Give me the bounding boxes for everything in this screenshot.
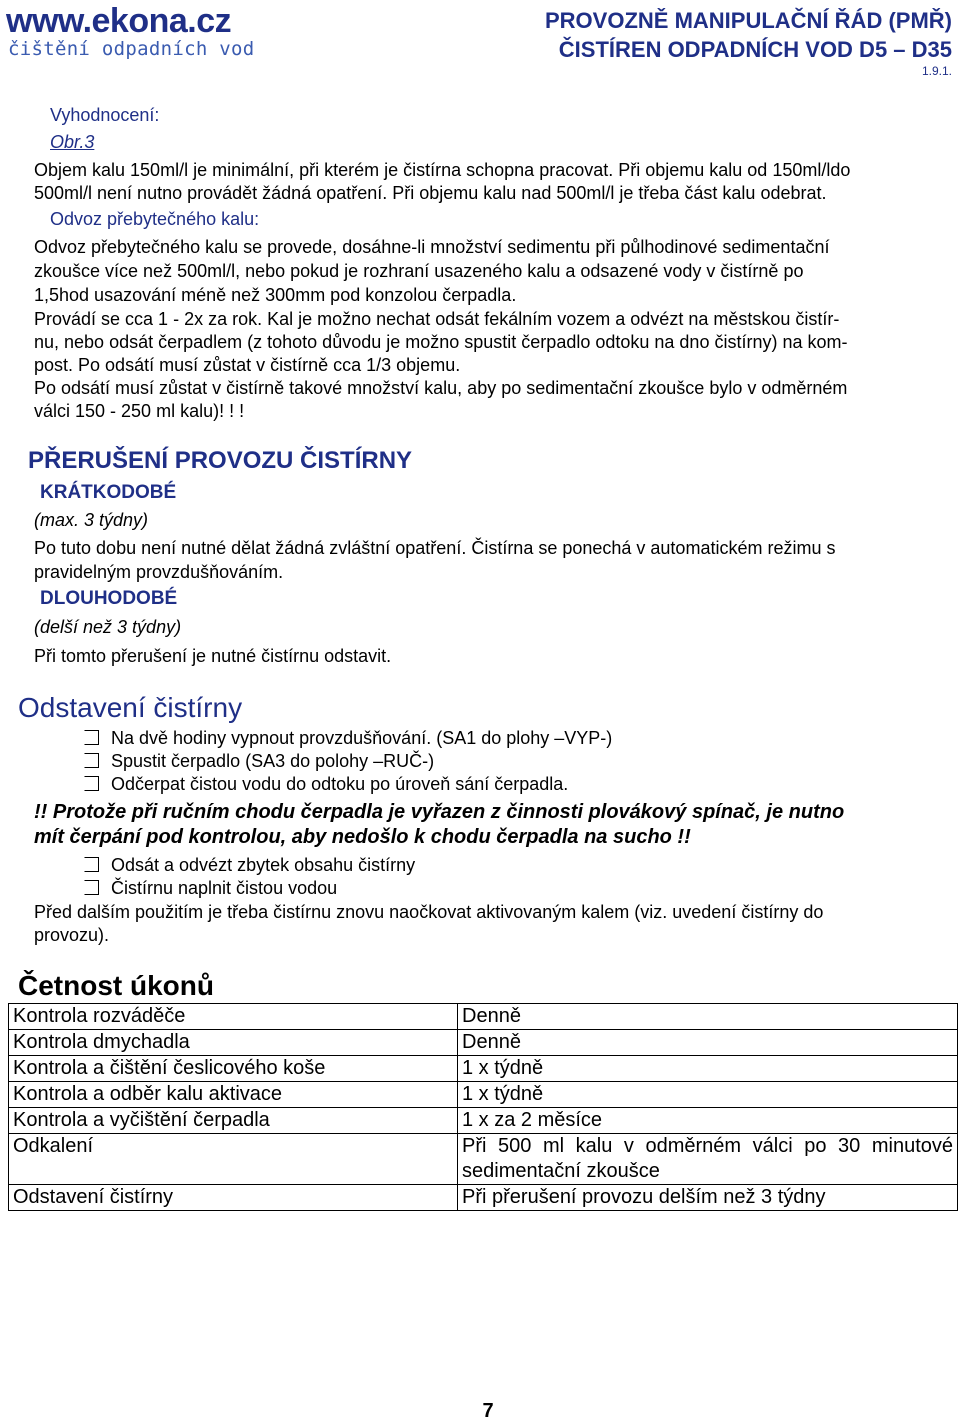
long-term-note: (delší než 3 týdny) — [34, 617, 182, 637]
header-title-1: PROVOZNĚ MANIPULAČNÍ ŘÁD (PMŘ) — [545, 8, 952, 33]
short-term-line-1: Po tuto dobu není nutné dělat žádná zvláštní opatření. Čistírna se ponechá v automatickém režimu s — [34, 538, 836, 558]
task-cell: Odkalení — [9, 1134, 458, 1185]
warning-line-1: !! Protože při ručním chodu čerpadla je vyřazen z činnosti plovákový spínač, je nutno — [34, 801, 845, 823]
evaluation-heading: Vyhodnocení: — [50, 105, 160, 125]
table-row — [9, 1108, 958, 1134]
document-header — [545, 6, 952, 78]
sludge-p3-line-2: válci 150 - 250 ml kalu)! ! ! — [34, 401, 245, 421]
page-number: 7 — [482, 1400, 494, 1422]
frequency-cell: Denně — [458, 1030, 958, 1056]
table-row — [9, 1004, 958, 1030]
sludge-p2-line-3: post. Po odsátí musí zůstat v čistírně cca 1/3 objemu. — [34, 355, 461, 375]
shutdown-step: Odčerpat čistou vodu do odtoku po úroveň sání čerpadla. — [84, 773, 568, 796]
warning-line-2: mít čerpání pod kontrolou, aby nedošlo k chodu čerpadla na sucho !! — [34, 826, 691, 848]
header-title-2: ČISTÍREN ODPADNÍCH VOD D5 – D35 — [558, 37, 952, 62]
shutdown-step: Na dvě hodiny vypnout provzdušňování. (SA1 do plohy –VYP-) — [84, 727, 612, 750]
shutdown-step: Odsát a odvézt zbytek obsahu čistírny — [84, 854, 415, 877]
shutdown-step: Spustit čerpadlo (SA3 do polohy –RUČ-) — [84, 750, 434, 773]
short-term-line-2: pravidelným provzdušňováním. — [34, 562, 284, 582]
header-version: 1.9.1. — [921, 64, 952, 78]
checkbox-icon — [84, 776, 99, 791]
table-row — [9, 1185, 958, 1211]
logo-url: www.ekona.cz — [6, 2, 232, 40]
shutdown-final-line-2: provozu). — [34, 925, 110, 945]
short-term-note: (max. 3 týdny) — [34, 510, 149, 530]
frequency-cell: 1 x týdně — [458, 1056, 958, 1082]
frequency-cell: Při 500 ml kalu v odměrném válci po 30 minutové sedimentační zkoušce — [458, 1134, 958, 1185]
checkbox-icon — [84, 857, 99, 872]
table-row — [9, 1030, 958, 1056]
frequency-cell: Při přerušení provozu delším než 3 týdny — [458, 1185, 958, 1211]
frequency-cell: 1 x za 2 měsíce — [458, 1108, 958, 1134]
sludge-p2-line-1: Provádí se cca 1 - 2x za rok. Kal je možno nechat odsát fekálním vozem a odvézt na městskou čistír- — [34, 309, 840, 329]
sludge-p3-line-1: Po odsátí musí zůstat v čistírně takové množství kalu, aby po sedimentační zkoušce bylo v odměrném — [34, 378, 848, 398]
long-term-heading: DLOUHODOBÉ — [40, 588, 178, 609]
frequency-table — [8, 1003, 958, 1211]
figure-reference: Obr.3 — [50, 132, 95, 152]
checkbox-icon — [84, 730, 99, 745]
task-cell: Kontrola rozváděče — [9, 1004, 458, 1030]
checkbox-icon — [84, 880, 99, 895]
shutdown-final-line-1: Před dalším použitím je třeba čistírnu znovu naočkovat aktivovaným kalem (viz. uvedení čistírny do — [34, 902, 824, 922]
company-logo — [6, 4, 276, 60]
short-term-heading: KRÁTKODOBÉ — [40, 482, 177, 503]
sludge-p2-line-2: nu, nebo odsát čerpadlem (z tohoto důvodu je možno spustit čerpadlo odtoku na dno čistírny) na kom- — [34, 332, 848, 352]
checkbox-icon — [84, 753, 99, 768]
sludge-p1-line-3: 1,5hod usazování méně než 300mm pod konzolou čerpadla. — [34, 285, 517, 305]
sludge-p1-line-1: Odvoz přebytečného kalu se provede, dosáhne-li množství sedimentu při půlhodinové sedimentační — [34, 237, 830, 257]
frequency-cell: 1 x týdně — [458, 1082, 958, 1108]
shutdown-heading: Odstavení čistírny — [18, 692, 243, 723]
frequency-heading: Četnost úkonů — [18, 970, 214, 1001]
sludge-p1-line-2: zkoušce více než 500ml/l, nebo pokud je rozhraní usazeného kalu a odsazené vody v čistírně po — [34, 261, 804, 281]
evaluation-line-2: 500ml/l není nutno provádět žádná opatření. Při objemu kalu nad 500ml/l je třeba část kalu odebrat. — [34, 183, 827, 203]
interruption-heading: PŘERUŠENÍ PROVOZU ČISTÍRNY — [28, 447, 413, 474]
frequency-cell: Denně — [458, 1004, 958, 1030]
task-cell: Kontrola dmychadla — [9, 1030, 458, 1056]
sludge-removal-heading: Odvoz přebytečného kalu: — [50, 209, 260, 229]
long-term-text: Při tomto přerušení je nutné čistírnu odstavit. — [34, 646, 392, 666]
table-row — [9, 1056, 958, 1082]
logo-subtitle: čištění odpadních vod — [8, 38, 255, 60]
task-cell: Kontrola a odběr kalu aktivace — [9, 1082, 458, 1108]
task-cell: Kontrola a čištění česlicového koše — [9, 1056, 458, 1082]
task-cell: Kontrola a vyčištění čerpadla — [9, 1108, 458, 1134]
table-row — [9, 1082, 958, 1108]
table-row — [9, 1134, 958, 1185]
evaluation-line-1: Objem kalu 150ml/l je minimální, při kterém je čistírna schopna pracovat. Při objemu kalu od 150ml/ldo — [34, 160, 851, 180]
task-cell: Odstavení čistírny — [9, 1185, 458, 1211]
shutdown-step: Čistírnu naplnit čistou vodou — [84, 877, 337, 900]
